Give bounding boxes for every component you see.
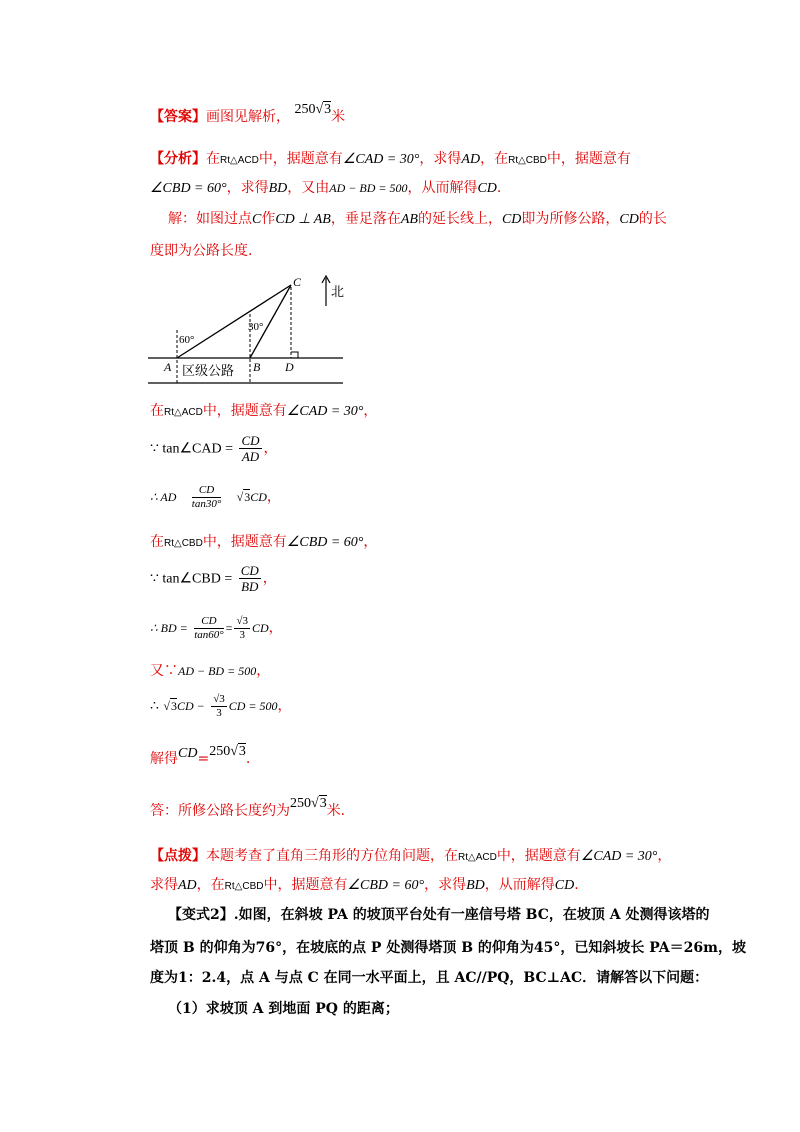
tip-text: 求得 [150, 877, 178, 893]
tip-text: ，在 [196, 877, 225, 893]
tan-cad-expr: ∵ tan∠CAD = [150, 441, 234, 457]
triangle-acd: Rt△ACD [220, 155, 259, 166]
road-label: 区级公路 [182, 364, 235, 379]
step-1 [150, 400, 377, 424]
segment-ac-line [177, 285, 291, 358]
angle-cad-eq: ∠CAD = 30° [580, 849, 658, 864]
triangle-cbd: Rt△CBD [224, 881, 264, 892]
solution-line-1 [168, 208, 667, 231]
point-c: C [252, 212, 262, 227]
therefore-sign: ∴ [150, 699, 159, 714]
angle-cbd-eq: ∠CBD = 60° [150, 181, 227, 196]
ad-minus-bd-eq: AD − BD = 500 [329, 181, 408, 195]
solution-line-2: 度即为公路长度. [150, 243, 253, 259]
tip-text: 中，据题意有 [263, 877, 348, 893]
triangle-acd: Rt△ACD [164, 407, 203, 418]
step-text: 中，据题意有 [202, 403, 287, 419]
label-a: A [164, 360, 172, 374]
segment-bd: BD [466, 878, 485, 893]
segment-ad: AD [178, 878, 197, 893]
segment-ad: AD [461, 152, 481, 167]
step-text: 解得 [150, 751, 178, 767]
step-text: ， [266, 489, 281, 505]
variant-line-3: 度为1：2.4，点 A 与点 C 在同一水平面上，且 AC//PQ，BC⊥AC．请解答以下问题： [150, 970, 709, 986]
angle-cad-eq: ∠CAD = 30° [286, 404, 364, 419]
analysis-text: 在 [206, 151, 220, 167]
label-c: C [293, 275, 302, 289]
tip-text: ，从而解得 [484, 877, 555, 893]
answer-unit: 米. [326, 803, 346, 819]
therefore-ad: ∴ AD [150, 490, 177, 504]
step-9 [150, 744, 251, 771]
fraction-cd-tan30: $\frac{CD}{\tan 30^\circ}$ [191, 483, 222, 510]
step-text: ， [262, 570, 277, 587]
analysis-text: ，在 [480, 151, 509, 167]
answer-value: 250√3 [294, 102, 332, 117]
step-text: ， [256, 663, 271, 679]
analysis-tag: 【分析】 [150, 151, 206, 167]
equals-sign: = [225, 621, 233, 635]
solution-text: 即为所修公路， [521, 211, 620, 227]
variant-line-1: 【变式2】.如图，在斜坡 PA 的坡顶平台处有一座信号塔 BC，在坡顶 A 处测得该塔的 [168, 907, 710, 923]
solution-text: ，垂足落在 [330, 211, 401, 227]
analysis-text: 中，据题意有 [546, 151, 631, 167]
step-text: 中，据题意有 [202, 534, 287, 550]
tip-line-2 [150, 874, 579, 898]
step-text: . [245, 751, 251, 767]
fraction-cd-ad: $\frac{CD}{AD}$ [241, 433, 260, 464]
step-7 [150, 660, 270, 682]
fraction-sqrt3-3: $\frac{√3}{3}$ [236, 614, 248, 641]
analysis-text: ，从而解得 [407, 180, 478, 196]
answer-unit: 米 [331, 109, 346, 125]
fraction-cd-bd: $\frac{CD}{BD}$ [240, 563, 259, 594]
answer-line [150, 102, 346, 129]
tip-tag: 【点拨】 [150, 848, 206, 864]
tip-text: ，求得 [424, 877, 467, 893]
step-text: ， [263, 440, 278, 457]
analysis-text: . [496, 180, 502, 196]
segment-ab: AB [400, 212, 418, 227]
step-2 [150, 433, 278, 465]
triangle-acd: Rt△ACD [458, 852, 497, 863]
fraction-cd-tan60: $\frac{CD}{\tan 60^\circ}$ [194, 614, 224, 641]
result-value: 250√3 [209, 744, 246, 759]
step-text: 在 [150, 534, 164, 550]
solution-text: 的长 [638, 211, 667, 227]
step-5 [150, 563, 277, 595]
tan-cbd-expr: ∵ tan∠CBD = [150, 571, 233, 587]
step-3 [150, 482, 281, 512]
variant-question-1: （1）求坡顶 A 到地面 PQ 的距离； [168, 1001, 399, 1017]
tip-text: ， [657, 848, 672, 864]
analysis-line-2 [150, 177, 501, 200]
angle-cbd-eq: ∠CBD = 60° [347, 878, 425, 893]
tip-text: 中，据题意有 [496, 848, 581, 864]
step-6 [150, 613, 283, 643]
analysis-text: ，又由 [287, 180, 330, 196]
analysis-text: ，求得 [419, 151, 462, 167]
variant-line-2: 塔顶 B 的仰角为76°，在坡底的点 P 处测得塔顶 B 的仰角为45°，已知斜坡长 PA＝26m，坡 [150, 940, 746, 956]
solution-text: 的延长线上， [417, 211, 502, 227]
therefore-bd: ∴ BD = [150, 621, 188, 635]
equals-sign: = [197, 751, 210, 767]
step-text: 又∵ [150, 663, 178, 679]
segment-cd: CD [554, 878, 575, 893]
segment-cd: CD [477, 181, 497, 196]
solution-text: 解：如图过点 [168, 211, 252, 227]
final-value: 250√3 [290, 796, 327, 811]
fraction-sqrt3-3: $\frac{√3}{3}$ [213, 692, 225, 719]
tip-text: . [574, 877, 579, 893]
north-label: 北 [331, 285, 345, 300]
analysis-line-1 [150, 148, 631, 172]
segment-cd: CD [251, 621, 269, 635]
perpendicular-statement: CD ⊥ AB [275, 212, 331, 227]
step-4 [150, 531, 377, 555]
step-text: ， [268, 620, 283, 636]
analysis-text: ，求得 [226, 180, 269, 196]
final-answer [150, 796, 346, 823]
label-d: D [285, 360, 294, 374]
geometry-diagram [145, 272, 350, 392]
angle-cad-eq: ∠CAD = 30° [342, 152, 420, 167]
label-b: B [253, 360, 261, 374]
answer-text: 画图见解析， [206, 109, 290, 125]
right-angle-mark [291, 352, 298, 358]
triangle-cbd: Rt△CBD [508, 155, 547, 166]
solution-text: 作 [261, 211, 276, 227]
step-8 [150, 690, 292, 723]
answer-tag: 【答案】 [150, 109, 206, 125]
triangle-cbd: Rt△CBD [164, 538, 203, 549]
segment-bd: BD [268, 181, 288, 196]
answer-text: 答：所修公路长度约为 [150, 803, 290, 819]
tip-text: 本题考查了直角三角形的方位角问题，在 [206, 848, 458, 864]
tip-line-1 [150, 845, 671, 869]
step-text: ， [277, 698, 292, 714]
cd-equals-500: CD = 500 [228, 699, 278, 713]
step-text: ， [363, 403, 378, 419]
analysis-text: 中，据题意有 [258, 151, 343, 167]
sqrt3: √3 [163, 699, 177, 713]
sqrt3-cd: √3CD [236, 490, 267, 504]
angle-cbd-eq: ∠CBD = 60° [286, 535, 364, 550]
segment-cd: CD [619, 212, 639, 227]
segment-cd: CD [501, 212, 522, 227]
ad-minus-bd-eq: AD − BD = 500 [178, 664, 257, 678]
angle-60-label: 60° [179, 334, 195, 346]
angle-30-label: 30° [248, 321, 264, 333]
step-text: 在 [150, 403, 164, 419]
step-text: ， [363, 534, 378, 550]
segment-cd: CD [178, 746, 198, 761]
cd-minus: CD − [176, 699, 205, 713]
